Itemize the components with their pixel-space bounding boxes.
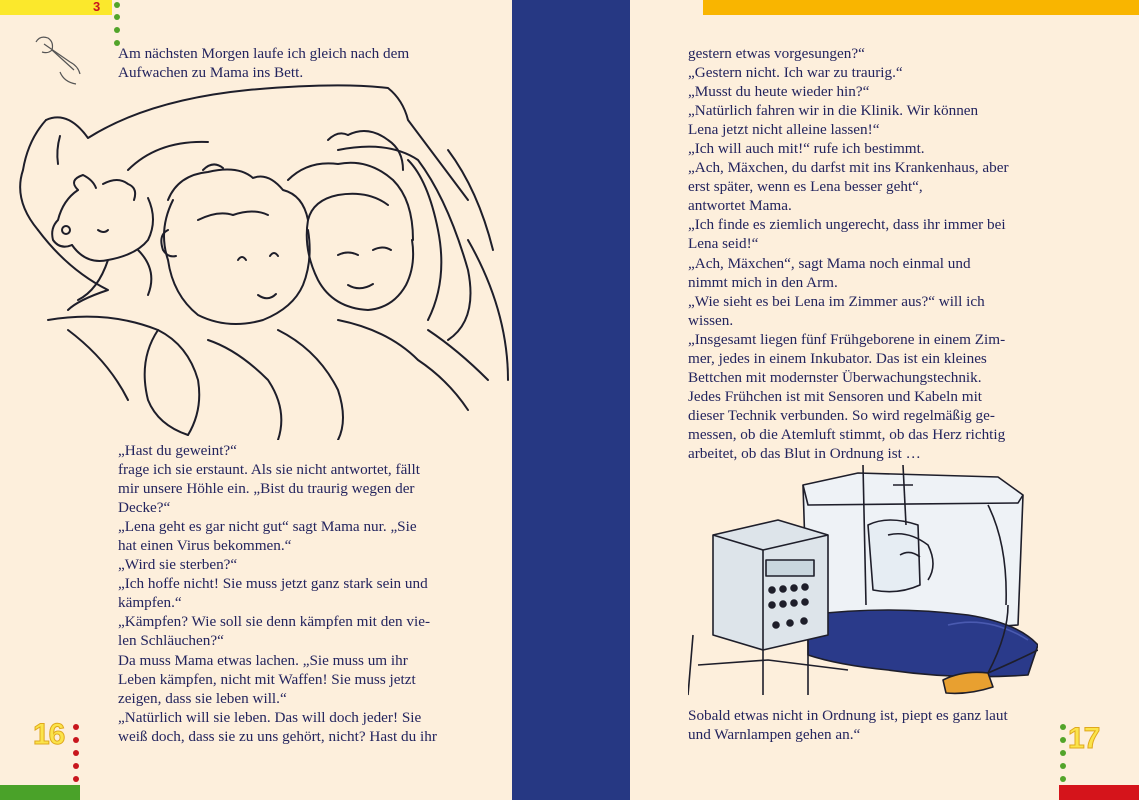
- decorative-dot: [114, 2, 120, 8]
- text-line: „Natürlich fahren wir in die Klinik. Wir können: [688, 102, 979, 120]
- text-line: Lena jetzt nicht alleine lassen!“: [688, 121, 880, 139]
- text-line: frage ich sie erstaunt. Als sie nicht antwortet, fällt: [118, 461, 420, 479]
- bottom-color-bar-left: [0, 785, 80, 800]
- page-number: 16: [33, 718, 65, 751]
- text-line: „Natürlich will sie leben. Das will doch jeder! Sie: [118, 708, 422, 726]
- decorative-dot: [1060, 724, 1066, 730]
- text-line: Da muss Mama etwas lachen. „Sie muss um ihr: [118, 651, 408, 669]
- text-line: len Schläuchen?“: [118, 632, 224, 650]
- text-line: „Hast du geweint?“: [118, 442, 237, 459]
- left-page: [0, 0, 512, 800]
- chapter-number: 3: [93, 0, 101, 14]
- text-line: kämpfen.“: [118, 594, 182, 612]
- text-line: Leben kämpfen, nicht mit Waffen! Sie muss jetzt: [118, 670, 416, 688]
- text-line: „Ach, Mäxchen, du darfst mit ins Krankenhaus, aber: [688, 159, 1009, 177]
- decorative-dot: [114, 27, 120, 33]
- text-line: Aufwachen zu Mama ins Bett.: [118, 64, 304, 82]
- decorative-dot: [1060, 776, 1066, 782]
- page-number: 17: [1068, 722, 1100, 755]
- text-line: zeigen, dass sie leben will.“: [118, 689, 287, 707]
- text-line: mer, jedes in einem Inkubator. Das ist ein kleines: [688, 349, 987, 367]
- text-line: Jedes Frühchen ist mit Sensoren und Kabeln mit: [688, 387, 983, 405]
- bottom-color-bar-right: [1059, 785, 1139, 800]
- text-line: Decke?“: [118, 499, 171, 517]
- text-line: Lena seid!“: [688, 235, 759, 253]
- text-line: gestern etwas vorgesungen?“: [688, 45, 865, 62]
- text-line: erst später, wenn es Lena besser geht“,: [688, 178, 923, 196]
- text-line: Am nächsten Morgen laufe ich gleich nach dem: [118, 45, 410, 62]
- text-line: weiß doch, dass sie zu uns gehört, nicht? Hast du ihr: [118, 727, 437, 745]
- intro-text: [118, 44, 409, 82]
- text-line: mir unsere Höhle ein. „Bist du traurig wegen der: [118, 480, 415, 498]
- decorative-dot: [73, 724, 79, 730]
- right-page-text: [688, 44, 1009, 463]
- decorative-dot: [1060, 763, 1066, 769]
- decorative-dot: [73, 763, 79, 769]
- text-line: „Wird sie sterben?“: [118, 556, 238, 574]
- text-line: „Musst du heute wieder hin?“: [688, 83, 870, 101]
- text-line: wissen.: [688, 311, 734, 329]
- dialog-text: [118, 441, 437, 746]
- text-line: arbeitet, ob das Blut in Ordnung ist …: [688, 444, 921, 462]
- text-line: hat einen Virus bekommen.“: [118, 537, 292, 555]
- decorative-dot: [1060, 750, 1066, 756]
- incubator-illustration: [688, 465, 1038, 700]
- bedtime-illustration: [8, 80, 513, 440]
- text-line: nimmt mich in den Arm.: [688, 273, 838, 291]
- decorative-dot: [73, 750, 79, 756]
- text-line: „Gestern nicht. Ich war zu traurig.“: [688, 64, 903, 82]
- text-line: „Ach, Mäxchen“, sagt Mama noch einmal und: [688, 254, 971, 272]
- text-line: und Warnlampen gehen an.“: [688, 726, 861, 744]
- decorative-dot: [73, 737, 79, 743]
- text-line: messen, ob die Atemluft stimmt, ob das Herz richtig: [688, 425, 1006, 443]
- text-line: „Lena geht es gar nicht gut“ sagt Mama nur. „Sie: [118, 518, 417, 536]
- text-line: Sobald etwas nicht in Ordnung ist, piept es ganz laut: [688, 707, 1008, 724]
- decorative-dot: [114, 14, 120, 20]
- page-gutter: [512, 0, 630, 800]
- right-closing-text: [688, 706, 1008, 744]
- text-line: „Kämpfen? Wie soll sie denn kämpfen mit den vie-: [118, 613, 431, 631]
- text-line: „Ich will auch mit!“ rufe ich bestimmt.: [688, 140, 925, 158]
- text-line: „Ich finde es ziemlich ungerecht, dass ihr immer bei: [688, 216, 1006, 234]
- text-line: antwortet Mama.: [688, 197, 792, 215]
- text-line: „Wie sieht es bei Lena im Zimmer aus?“ will ich: [688, 292, 985, 310]
- text-line: „Insgesamt liegen fünf Frühgeborene in einem Zim-: [688, 330, 1006, 348]
- text-line: Bettchen mit modernster Überwachungstechnik.: [688, 368, 982, 386]
- text-line: „Ich hoffe nicht! Sie muss jetzt ganz stark sein und: [118, 575, 428, 593]
- text-line: dieser Technik verbunden. So wird regelmäßig ge-: [688, 406, 995, 424]
- decorative-dot: [1060, 737, 1066, 743]
- top-color-bar-right: [703, 0, 1139, 15]
- decorative-dot: [73, 776, 79, 782]
